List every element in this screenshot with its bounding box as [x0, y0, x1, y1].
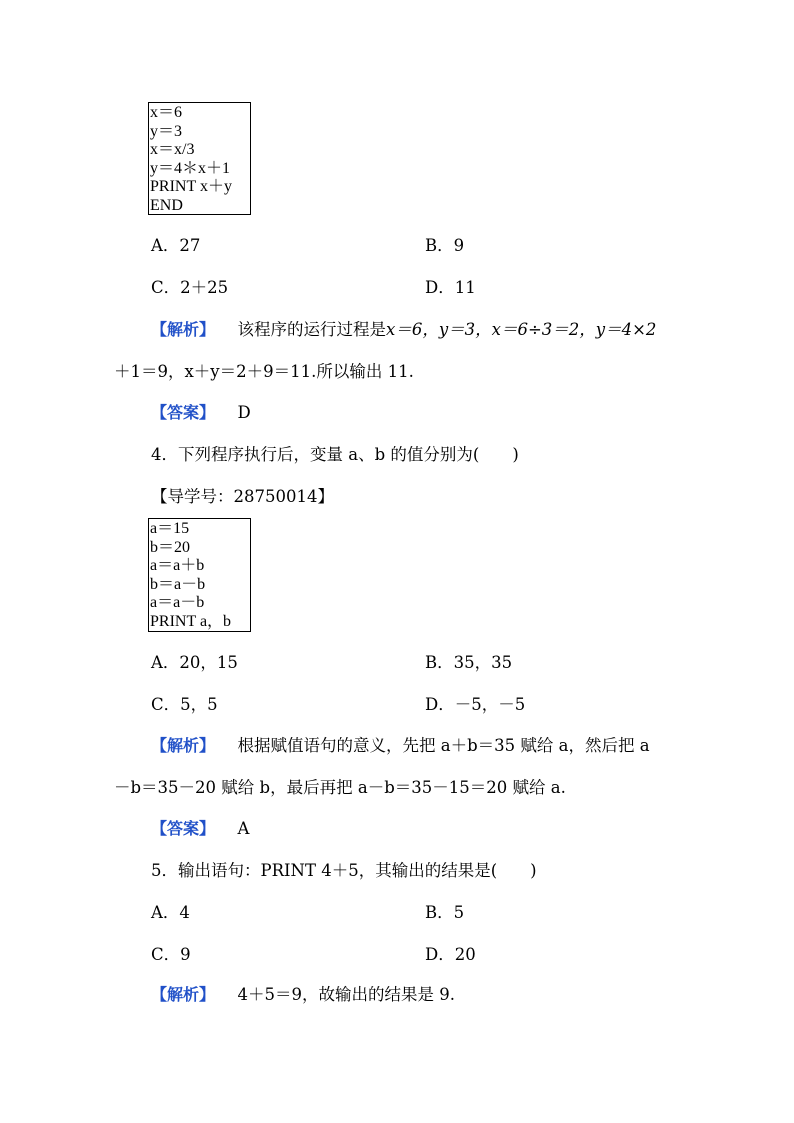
q4-option-d: D．－5，－5	[425, 695, 526, 714]
q4-reference-number: 【导学号：28750014】	[151, 487, 334, 506]
code-line: PRINT x＋y	[150, 178, 232, 196]
analysis-math: x＝6，y＝3，x＝6÷3＝2，y＝4×2	[386, 320, 657, 339]
q4-analysis	[151, 732, 650, 756]
analysis-tag: 【解析】	[151, 736, 216, 755]
analysis-tag: 【解析】	[151, 985, 216, 1004]
code-line: x＝6	[150, 104, 183, 121]
q4-option-b: B．35，35	[425, 653, 513, 672]
code-line: a＝15	[150, 520, 190, 537]
q4-option-c: C．5，5	[151, 695, 218, 714]
q3-analysis-line2: ＋1＝9，x＋y＝2＋9＝11.所以输出 11.	[114, 362, 414, 381]
q4-stem: 4．下列程序执行后，变量 a、b 的值分别为( )	[151, 445, 519, 464]
code-line: x＝x/3	[150, 141, 195, 159]
answer-value: D	[237, 403, 251, 422]
analysis-tag: 【解析】	[151, 320, 216, 339]
code-line: END	[150, 196, 183, 214]
code-line: a＝a＋b	[150, 557, 205, 575]
q5-option-d: D．20	[425, 945, 476, 964]
q3-answer	[151, 400, 251, 423]
q5-option-b: B．5	[425, 903, 465, 922]
q4-option-a: A．20，15	[151, 653, 238, 672]
code-line: y＝3	[150, 122, 183, 140]
q3-option-d: D．11	[425, 278, 476, 297]
code-line: b＝a－b	[150, 575, 206, 593]
q5-option-a: A．4	[151, 903, 190, 922]
q3-option-c: C．2＋25	[151, 278, 229, 297]
answer-tag: 【答案】	[151, 403, 216, 422]
analysis-text: 4＋5＝9，故输出的结果是 9.	[237, 985, 455, 1004]
code-line: b＝20	[150, 538, 191, 556]
answer-tag: 【答案】	[151, 819, 216, 838]
answer-value: A	[237, 819, 250, 838]
code-line: y＝4＊x＋1	[150, 159, 231, 177]
analysis-text: 根据赋值语句的意义，先把 a＋b＝35 赋给 a，然后把 a	[237, 736, 650, 755]
q4-analysis-line2: －b＝35－20 赋给 b，最后再把 a－b＝35－15＝20 赋给 a.	[114, 778, 566, 797]
q5-analysis	[151, 981, 455, 1005]
q5-option-c: C．9	[151, 945, 191, 964]
code-line: a＝a－b	[150, 594, 205, 612]
q5-stem: 5．输出语句：PRINT 4＋5，其输出的结果是( )	[151, 861, 537, 880]
q3-code-box	[148, 102, 251, 215]
code-line: PRINT a，b	[150, 612, 232, 630]
q3-option-a: A．27	[151, 236, 201, 255]
q4-code-box	[148, 518, 251, 632]
q3-option-b: B．9	[425, 236, 465, 255]
q4-answer	[151, 816, 249, 839]
analysis-text: 该程序的运行过程是	[237, 320, 387, 339]
q3-analysis	[151, 316, 656, 340]
